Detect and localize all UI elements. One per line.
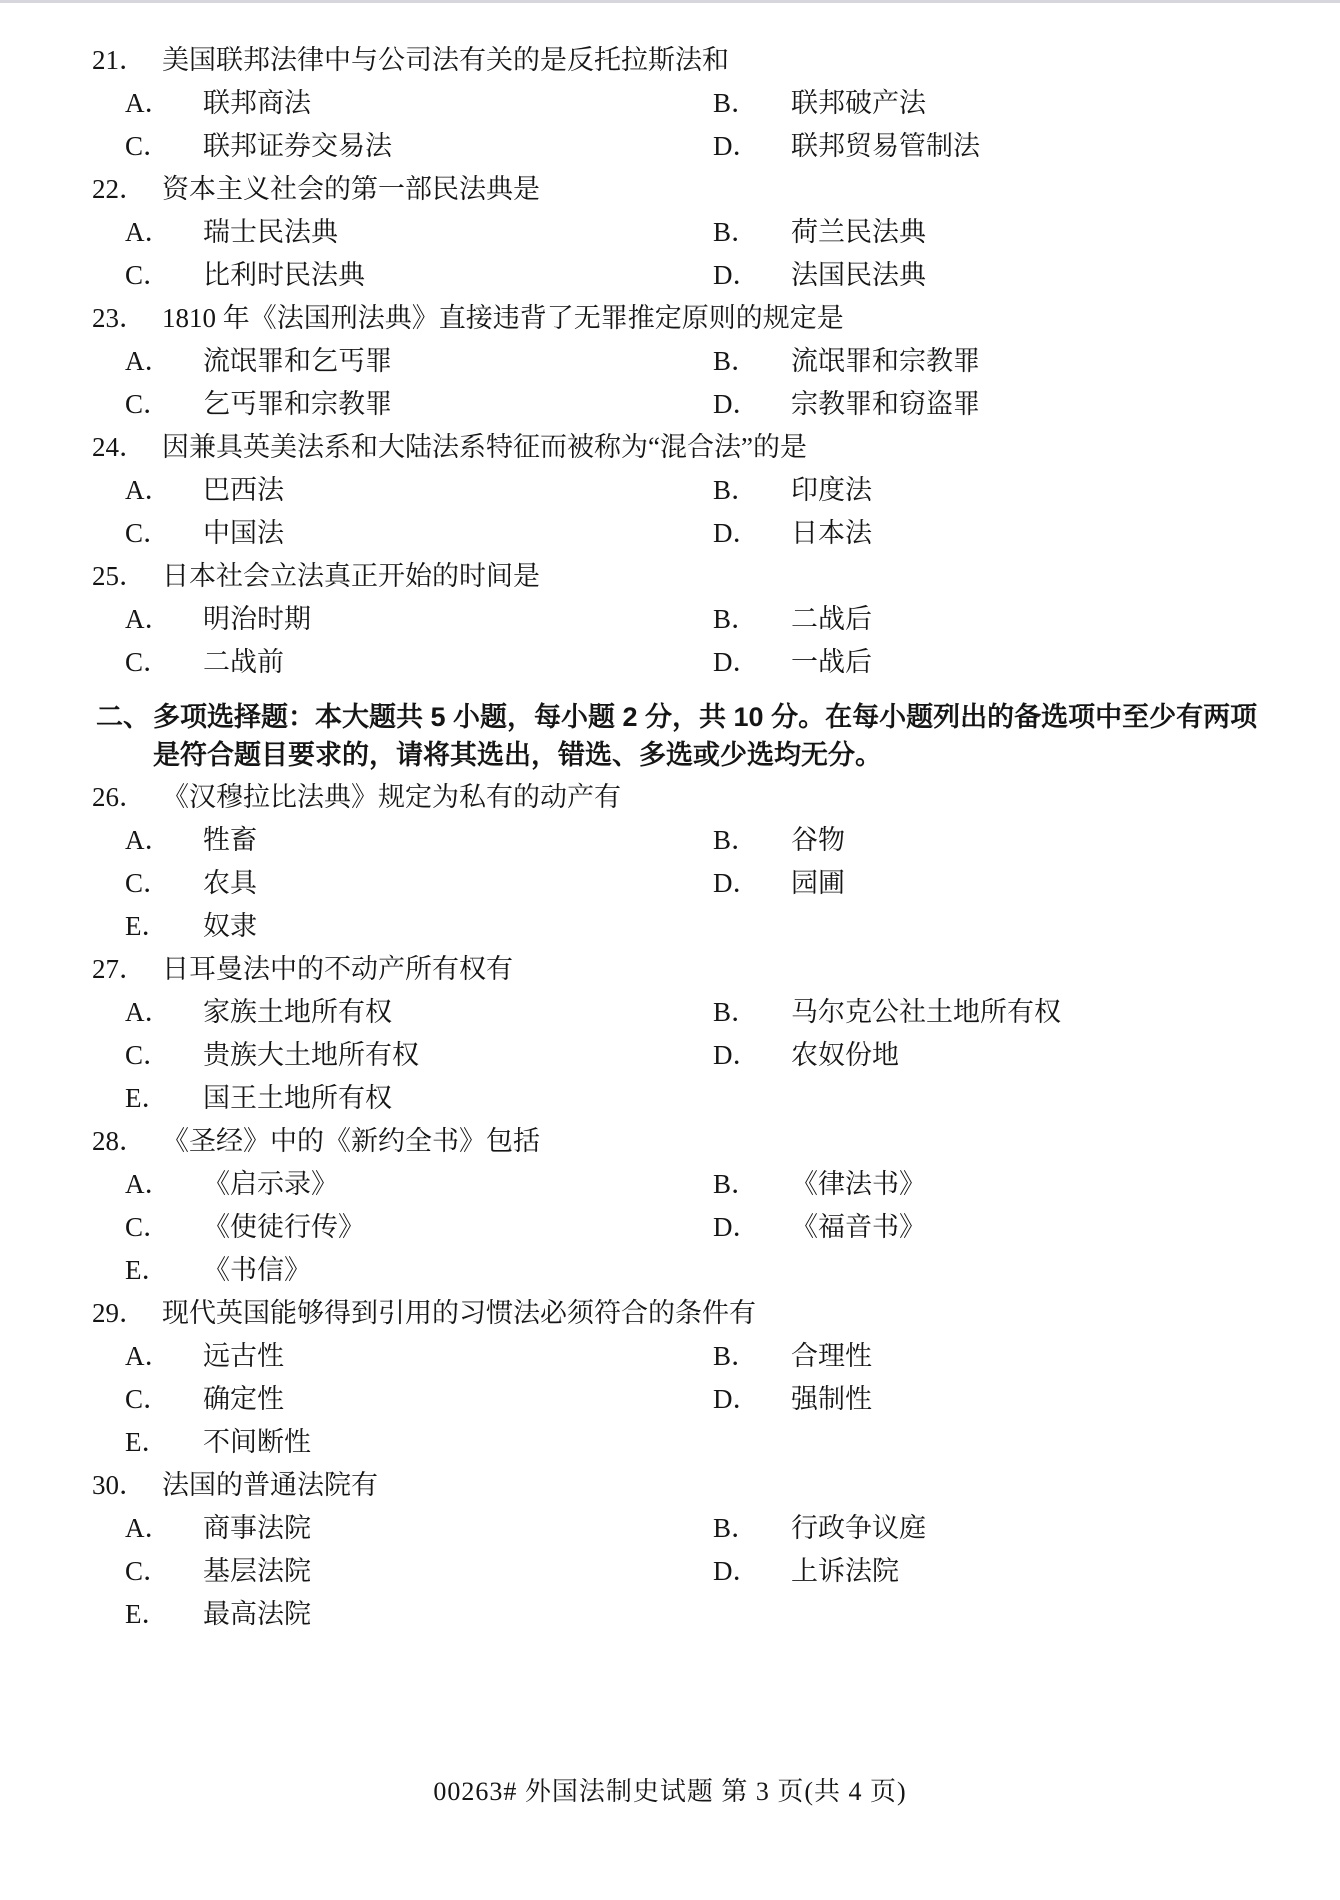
option-label: B． (713, 997, 759, 1027)
q22-option-c (125, 254, 713, 297)
question-29 (0, 1292, 1340, 1464)
question-number: 21． (92, 45, 146, 75)
section-instructions: 多项选择题：本大题共 5 小题，每小题 2 分，共 10 分。在每小题列出的备选项中至少有两项是符合题目要求的，请将其选出，错选、多选或少选均无分。 (153, 702, 1258, 770)
option-text: 联邦证券交易法 (203, 131, 392, 161)
option-label: A． (125, 1341, 172, 1371)
q27-option-b (713, 991, 1061, 1034)
question-26 (0, 776, 1340, 948)
option-label: E． (125, 1255, 169, 1285)
option-label: E． (125, 1599, 169, 1629)
option-label: D． (713, 260, 760, 290)
question-stem: 《汉穆拉比法典》规定为私有的动产有 (162, 782, 621, 812)
question-27 (0, 948, 1340, 1120)
option-text: 比利时民法典 (203, 260, 365, 290)
question-stem: 日耳曼法中的不动产所有权有 (162, 954, 513, 984)
question-number: 25． (92, 561, 146, 591)
q21-option-b (713, 82, 926, 125)
question-stem: 1810 年《法国刑法典》直接违背了无罪推定原则的规定是 (162, 303, 844, 333)
question-stem: 《圣经》中的《新约全书》包括 (162, 1126, 540, 1156)
question-stem: 现代英国能够得到引用的习惯法必须符合的条件有 (162, 1298, 756, 1328)
option-text: 《启示录》 (203, 1169, 338, 1199)
option-label: B． (713, 1169, 759, 1199)
option-text: 牲畜 (203, 825, 257, 855)
q28-option-e (125, 1249, 713, 1292)
option-text: 马尔克公社土地所有权 (791, 997, 1061, 1027)
q27-option-a (125, 991, 713, 1034)
q22-option-d (713, 254, 926, 297)
option-text: 联邦破产法 (791, 88, 926, 118)
option-text: 强制性 (791, 1384, 872, 1414)
option-text: 乞丐罪和宗教罪 (203, 389, 392, 419)
q29-option-e (125, 1421, 713, 1464)
option-label: C． (125, 868, 171, 898)
q23-option-d (713, 383, 980, 426)
option-text: 法国民法典 (791, 260, 926, 290)
q26-option-a (125, 819, 713, 862)
option-text: 《福音书》 (791, 1212, 926, 1242)
option-text: 瑞士民法典 (203, 217, 338, 247)
option-label: D． (713, 1212, 760, 1242)
q24-option-c (125, 512, 713, 555)
question-number: 22． (92, 174, 146, 204)
q21-option-d (713, 125, 980, 168)
question-number: 28． (92, 1126, 146, 1156)
option-label: C． (125, 518, 171, 548)
q28-option-a (125, 1163, 713, 1206)
question-23 (0, 297, 1340, 426)
option-label: C． (125, 260, 171, 290)
option-label: B． (713, 1341, 759, 1371)
q26-option-b (713, 819, 845, 862)
option-text: 《律法书》 (791, 1169, 926, 1199)
question-number: 30． (92, 1470, 146, 1500)
option-label: C． (125, 1384, 171, 1414)
option-text: 谷物 (791, 825, 845, 855)
option-text: 不间断性 (203, 1427, 311, 1457)
option-text: 流氓罪和乞丐罪 (203, 346, 392, 376)
q29-option-c (125, 1378, 713, 1421)
question-number: 26． (92, 782, 146, 812)
q25-option-d (713, 641, 872, 684)
option-text: 明治时期 (203, 604, 311, 634)
exam-content (0, 3, 1340, 1636)
question-stem: 日本社会立法真正开始的时间是 (162, 561, 540, 591)
option-text: 家族土地所有权 (203, 997, 392, 1027)
option-label: D． (713, 647, 760, 677)
option-text: 日本法 (791, 518, 872, 548)
section-marker: 二、 (96, 702, 150, 732)
question-24 (0, 426, 1340, 555)
question-22 (0, 168, 1340, 297)
q25-option-a (125, 598, 713, 641)
q21-option-c (125, 125, 713, 168)
option-label: B． (713, 1513, 759, 1543)
option-label: C． (125, 389, 171, 419)
option-text: 二战后 (791, 604, 872, 634)
question-28 (0, 1120, 1340, 1292)
option-text: 上诉法院 (791, 1556, 899, 1586)
page-footer: 00263# 外国法制史试题 第 3 页(共 4 页) (433, 1777, 907, 1806)
option-label: A． (125, 88, 172, 118)
q26-option-c (125, 862, 713, 905)
option-label: C． (125, 647, 171, 677)
option-label: C． (125, 131, 171, 161)
q22-option-a (125, 211, 713, 254)
q24-option-a (125, 469, 713, 512)
option-text: 合理性 (791, 1341, 872, 1371)
option-label: B． (713, 217, 759, 247)
option-label: A． (125, 1513, 172, 1543)
q25-option-b (713, 598, 872, 641)
question-21 (0, 39, 1340, 168)
option-text: 农具 (203, 868, 257, 898)
option-text: 商事法院 (203, 1513, 311, 1543)
question-25 (0, 555, 1340, 684)
option-text: 二战前 (203, 647, 284, 677)
question-stem: 因兼具英美法系和大陆法系特征而被称为“混合法”的是 (162, 432, 807, 462)
option-label: D． (713, 1040, 760, 1070)
option-text: 确定性 (203, 1384, 284, 1414)
option-text: 远古性 (203, 1341, 284, 1371)
option-label: D． (713, 389, 760, 419)
q30-option-e (125, 1593, 713, 1636)
option-label: E． (125, 1083, 169, 1113)
q30-option-a (125, 1507, 713, 1550)
option-label: D． (713, 1384, 760, 1414)
option-text: 印度法 (791, 475, 872, 505)
q28-option-c (125, 1206, 713, 1249)
q23-option-c (125, 383, 713, 426)
q28-option-b (713, 1163, 926, 1206)
question-stem: 美国联邦法律中与公司法有关的是反托拉斯法和 (162, 45, 729, 75)
option-text: 联邦贸易管制法 (791, 131, 980, 161)
option-label: B． (713, 475, 759, 505)
q22-option-b (713, 211, 926, 254)
option-text: 流氓罪和宗教罪 (791, 346, 980, 376)
option-label: C． (125, 1212, 171, 1242)
option-label: C． (125, 1556, 171, 1586)
option-text: 贵族大土地所有权 (203, 1040, 419, 1070)
option-label: A． (125, 475, 172, 505)
q27-option-e (125, 1077, 713, 1120)
q26-option-e (125, 905, 713, 948)
q23-option-b (713, 340, 980, 383)
option-label: E． (125, 911, 169, 941)
option-label: A． (125, 346, 172, 376)
option-text: 巴西法 (203, 475, 284, 505)
q26-option-d (713, 862, 845, 905)
q29-option-a (125, 1335, 713, 1378)
question-number: 27． (92, 954, 146, 984)
option-label: B． (713, 825, 759, 855)
q27-option-c (125, 1034, 713, 1077)
option-text: 行政争议庭 (791, 1513, 926, 1543)
q21-option-a (125, 82, 713, 125)
option-label: A． (125, 997, 172, 1027)
option-text: 中国法 (203, 518, 284, 548)
option-label: A． (125, 217, 172, 247)
question-stem: 资本主义社会的第一部民法典是 (162, 174, 540, 204)
q24-option-d (713, 512, 872, 555)
q29-option-d (713, 1378, 872, 1421)
option-text: 国王土地所有权 (203, 1083, 392, 1113)
option-label: D． (713, 518, 760, 548)
option-text: 农奴份地 (791, 1040, 899, 1070)
option-text: 《使徒行传》 (203, 1212, 365, 1242)
question-number: 29． (92, 1298, 146, 1328)
question-30 (0, 1464, 1340, 1636)
option-label: A． (125, 604, 172, 634)
question-number: 23． (92, 303, 146, 333)
q28-option-d (713, 1206, 926, 1249)
option-text: 奴隶 (203, 911, 257, 941)
option-text: 《书信》 (203, 1255, 311, 1285)
option-text: 联邦商法 (203, 88, 311, 118)
question-number: 24． (92, 432, 146, 462)
option-text: 一战后 (791, 647, 872, 677)
option-label: B． (713, 346, 759, 376)
q25-option-c (125, 641, 713, 684)
question-stem: 法国的普通法院有 (162, 1470, 378, 1500)
option-text: 荷兰民法典 (791, 217, 926, 247)
option-label: A． (125, 825, 172, 855)
option-text: 园圃 (791, 868, 845, 898)
option-label: D． (713, 131, 760, 161)
option-label: B． (713, 604, 759, 634)
q30-option-b (713, 1507, 926, 1550)
q30-option-d (713, 1550, 899, 1593)
q24-option-b (713, 469, 872, 512)
option-text: 宗教罪和窃盗罪 (791, 389, 980, 419)
section-2-heading (96, 698, 1340, 774)
option-label: E． (125, 1427, 169, 1457)
option-text: 最高法院 (203, 1599, 311, 1629)
q29-option-b (713, 1335, 872, 1378)
q27-option-d (713, 1034, 899, 1077)
option-label: B． (713, 88, 759, 118)
option-label: C． (125, 1040, 171, 1070)
option-label: A． (125, 1169, 172, 1199)
q23-option-a (125, 340, 713, 383)
option-label: D． (713, 868, 760, 898)
q30-option-c (125, 1550, 713, 1593)
option-text: 基层法院 (203, 1556, 311, 1586)
option-label: D． (713, 1556, 760, 1586)
